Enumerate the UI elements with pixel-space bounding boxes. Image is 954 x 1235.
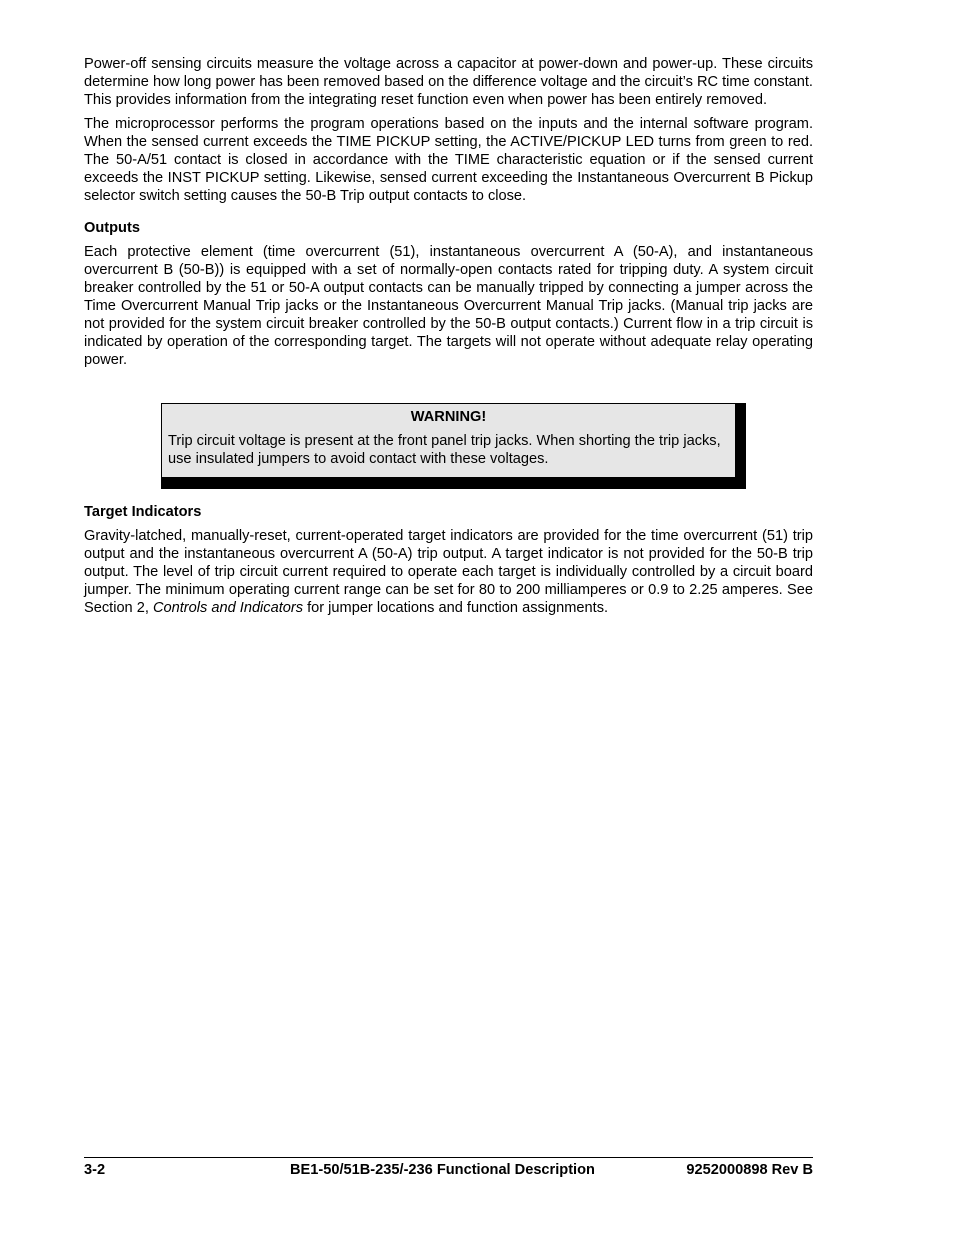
warning-callout	[161, 403, 746, 489]
target-indicators-text-after: for jumper locations and function assignments.	[303, 600, 609, 616]
outputs-paragraph: Each protective element (time overcurrent (51), instantaneous overcurrent A (50-A), and instantaneous overcurrent B (50-B)) is equipped with a set of normally-open contacts rated for tripping duty. A system circuit breaker controlled by the 51 or 50-A output contacts can be manually tripped by connecting a jumper across the Time Overcurrent Manual Trip jacks or the Instantaneous Overcurrent Manual Trip jacks. (Manual trip jacks are not provided for the system circuit breaker controlled by the 50-B output contacts.) Current flow in a trip circuit is indicated by operation of the corresponding target. The targets will not operate without adequate relay operating power.	[84, 244, 813, 368]
target-indicators-heading: Target Indicators	[84, 504, 202, 520]
warning-box	[161, 403, 736, 478]
target-indicators-paragraph	[84, 527, 813, 617]
outputs-heading: Outputs	[84, 220, 140, 236]
page-footer	[84, 1157, 813, 1182]
page-content	[84, 55, 813, 623]
target-indicators-text-before: Gravity-latched, manually-reset, current-operated target indicators are provided for the time overcurrent (51) trip output and the instantaneous overcurrent A (50-A) trip output. A target indicator is not provided for the 50-B trip output. The level of trip circuit current required to operate each target is individually controlled by a circuit board jumper. The minimum operating current range can be set for 80 to 200 milliamperes or 0.9 to 2.25 amperes. See Section 2,	[84, 528, 813, 616]
microprocessor-paragraph: The microprocessor performs the program operations based on the inputs and the internal software program. When the sensed current exceeds the TIME PICKUP setting, the ACTIVE/PICKUP LED turns from green to red. The 50-A/51 contact is closed in accordance with the TIME characteristic equation or if the sensed current exceeds the INST PICKUP setting. Likewise, sensed current exceeding the Instantaneous Overcurrent B Pickup selector switch setting causes the 50-B Trip output contacts to close.	[84, 116, 813, 204]
page-number: 3-2	[84, 1162, 106, 1178]
warning-text: Trip circuit voltage is present at the front panel trip jacks. When shorting the trip jacks, use insulated jumpers to avoid contact with these voltages.	[168, 433, 721, 467]
document-number: 9252000898 Rev B	[686, 1162, 813, 1178]
power-off-sensing-paragraph: Power-off sensing circuits measure the voltage across a capacitor at power-down and power-up. These circuits determine how long power has been removed based on the difference voltage and the circuit’s RC time constant. This provides information from the integrating reset function even when power has been entirely removed.	[84, 56, 813, 108]
warning-title: WARNING!	[410, 409, 487, 425]
document-title: BE1-50/51B-235/-236 Functional Description	[290, 1162, 595, 1178]
controls-and-indicators-reference: Controls and Indicators	[152, 600, 304, 616]
